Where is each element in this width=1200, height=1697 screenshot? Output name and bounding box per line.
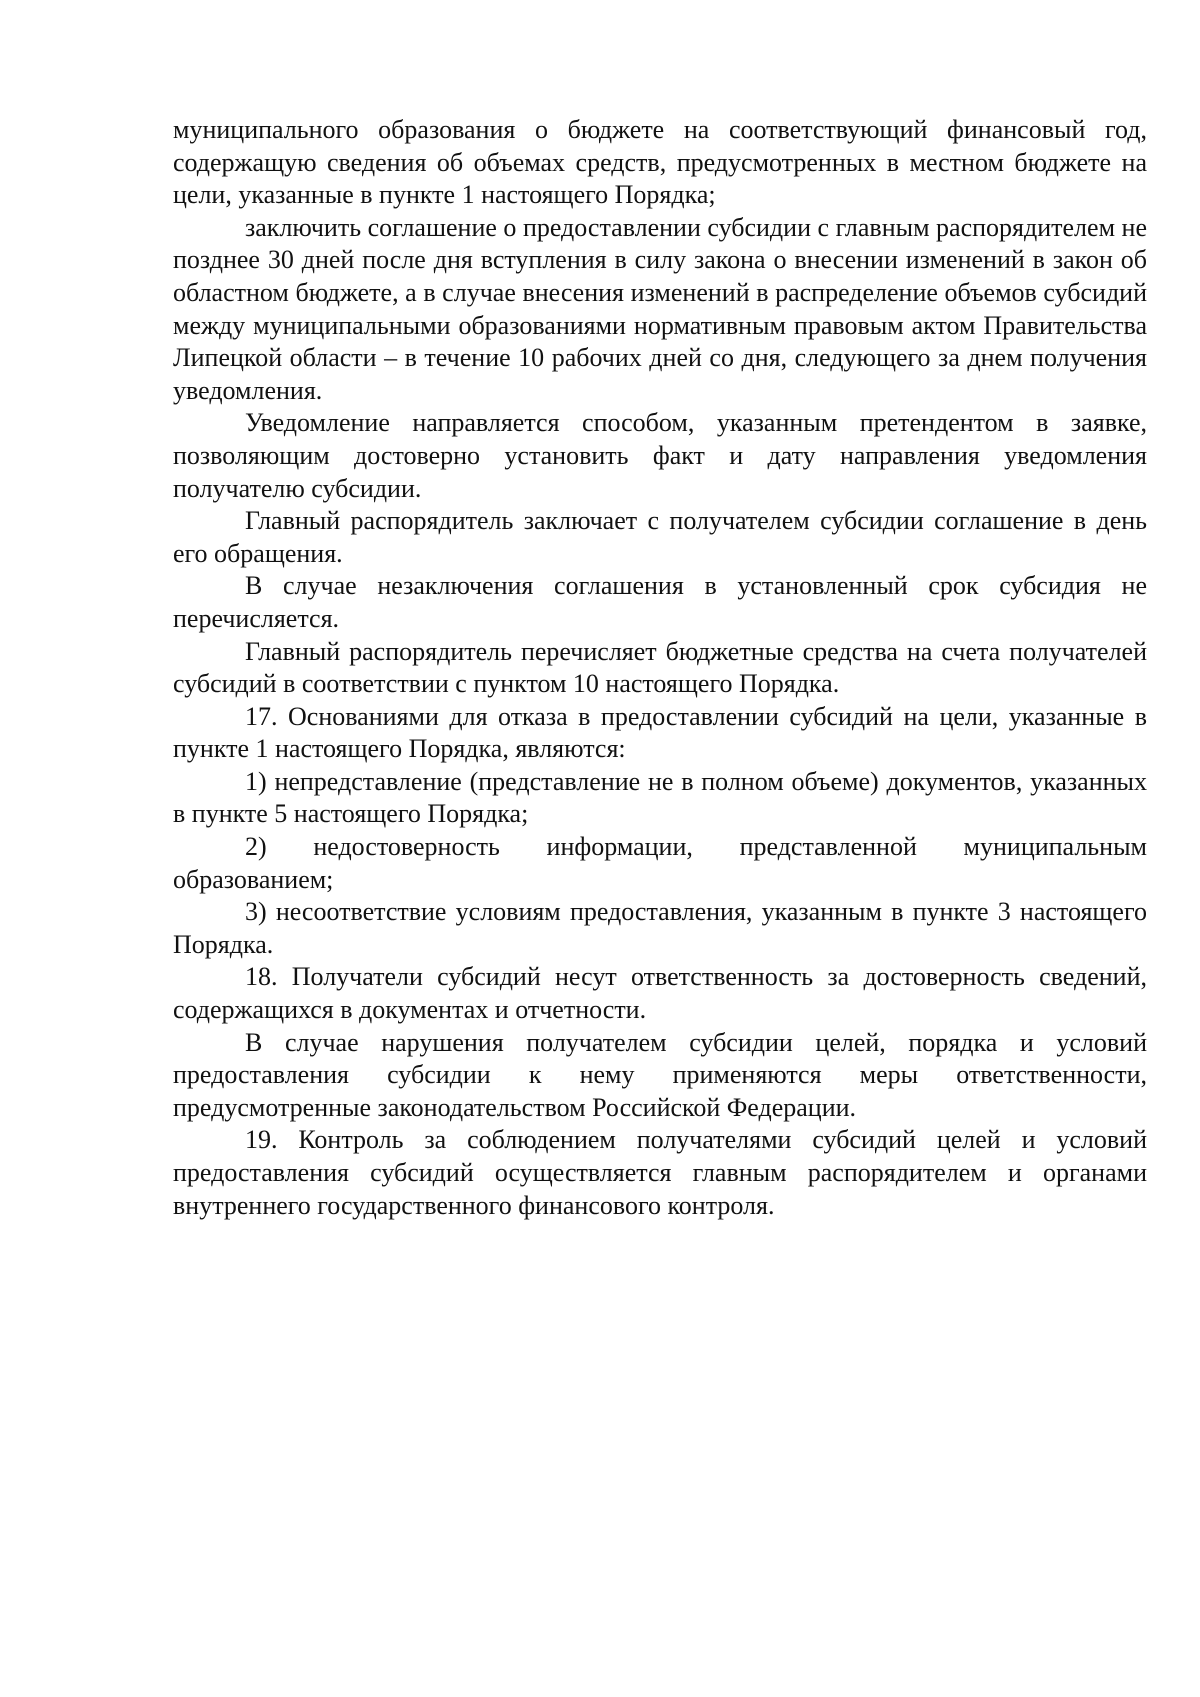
paragraph-item-18: 18. Получатели субсидий несут ответственность за достоверность сведений, содержащихся в документах и отчетности. [173, 962, 1147, 1025]
paragraph-budget-decision: муниципального образования о бюджете на соответствующий финансовый год, содержащую сведения об объемах средств, предусмотренных в местном бюджете на цели, указанные в пункте 1 настоящего Порядка; [173, 115, 1147, 210]
paragraph-agreement-day: Главный распорядитель заключает с получателем субсидии соглашение в день его обращения. [173, 506, 1147, 568]
paragraph-violation-measures: В случае нарушения получателем субсидии целей, порядка и условий предоставления субсидии к нему применяются меры ответственности, предусмотренные законодательством Российской Федерации. [173, 1027, 1147, 1122]
paragraph-item-17-1: 1) непредставление (представление не в полном объеме) документов, указанных в пункте 5 настоящего Порядка; [173, 766, 1147, 829]
document-body [173, 114, 1147, 1222]
paragraph-funds-transfer: Главный распорядитель перечисляет бюджетные средства на счета получателей субсидий в соответствии с пунктом 10 настоящего Порядка. [173, 636, 1147, 699]
paragraph-conclude-agreement: заключить соглашение о предоставлении субсидии с главным распорядителем не позднее 30 дней после дня вступления в силу закона о внесении изменений в закон об областном бюджете, а в случае внесения изменений в распределение объемов субсидий между муниципальными образованиями нормативным правовым актом Правительства Липецкой области – в течение 10 рабочих дней со дня, следующего за днем получения уведомления. [173, 212, 1147, 405]
paragraph-notification-method: Уведомление направляется способом, указанным претендентом в заявке, позволяющим достоверно установить факт и дату направления уведомления получателю субсидии. [173, 408, 1147, 503]
paragraph-item-19: 19. Контроль за соблюдением получателями субсидий целей и условий предоставления субсидий осуществляется главным распорядителем и органами внутреннего государственного финансового контроля. [173, 1125, 1147, 1220]
paragraph-item-17-3: 3) несоответствие условиям предоставления, указанным в пункте 3 настоящего Порядка. [173, 897, 1147, 959]
paragraph-item-17-2: 2) недостоверность информации, представленной муниципальным образованием; [173, 832, 1147, 894]
paragraph-no-agreement: В случае незаключения соглашения в установленный срок субсидия не перечисляется. [173, 571, 1147, 633]
paragraph-item-17: 17. Основаниями для отказа в предоставлении субсидий на цели, указанные в пункте 1 настоящего Порядка, являются: [173, 701, 1147, 764]
